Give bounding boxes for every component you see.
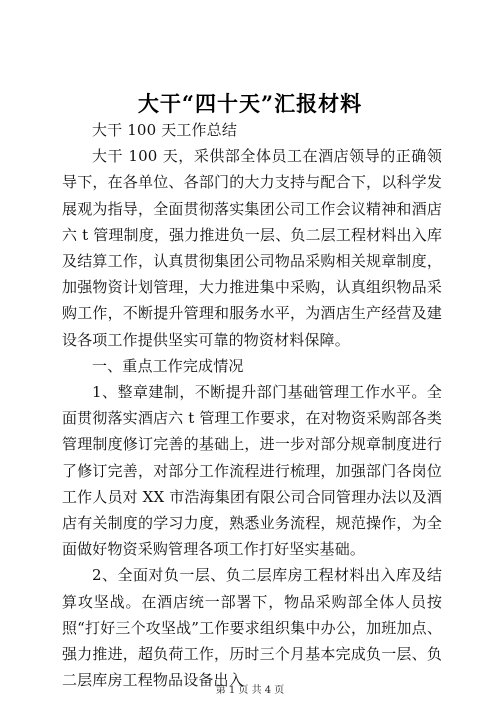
paragraph-intro: 大干 100 天，采供部全体员工在酒店领导的正确领导下，在各单位、各部门的大力支持与配合下，以科学发展观为指导，全面贯彻落实集团公司工作会议精神和酒店六 t 管理制度，强力推进负一层、负二层工程材料出入库及结算工作，认真贯彻集团公司物品采购相关规章制度，加强物资计划管理，大力推进集中采购，认真组织物品采购工作，不断提升管理和服务水平，为酒店生产经营及建设各项工作提供坚实可靠的物资材料保障。 <box>62 147 442 349</box>
document-body <box>62 117 442 693</box>
paragraph-item-1: 1、整章建制，不断提升部门基础管理工作水平。全面贯彻落实酒店六 t 管理工作要求，在对物资采购部各类管理制度修订完善的基础上，进一步对部分规章制度进行了修订完善，对部分工作流程进行梳理，加强部门各岗位工作人员对 XX 市浩海集团有限公司合同管理办法以及酒店有关制度的学习力度，熟悉业务流程，规范操作，为全面做好物资采购管理各项工作打好坚实基础。 <box>62 383 442 559</box>
paragraph-subtitle: 大干 100 天工作总结 <box>92 121 237 139</box>
page-footer: 第 1 页 共 4 页 <box>215 685 285 696</box>
paragraph-item-2: 2、全面对负一层、负二层库房工程材料出入库及结算攻坚战。在酒店统一部署下，物品采购部全体人员按照“打好三个攻坚战”工作要求组织集中办公，加班加点、强力推进，超负荷工作，历时三个月基本完成负一层、负二层库房工程物品设备出入 <box>62 566 442 690</box>
document-title: 大干“四十天”汇报材料 <box>137 91 363 116</box>
section-heading: 一、重点工作完成情况 <box>92 356 244 375</box>
